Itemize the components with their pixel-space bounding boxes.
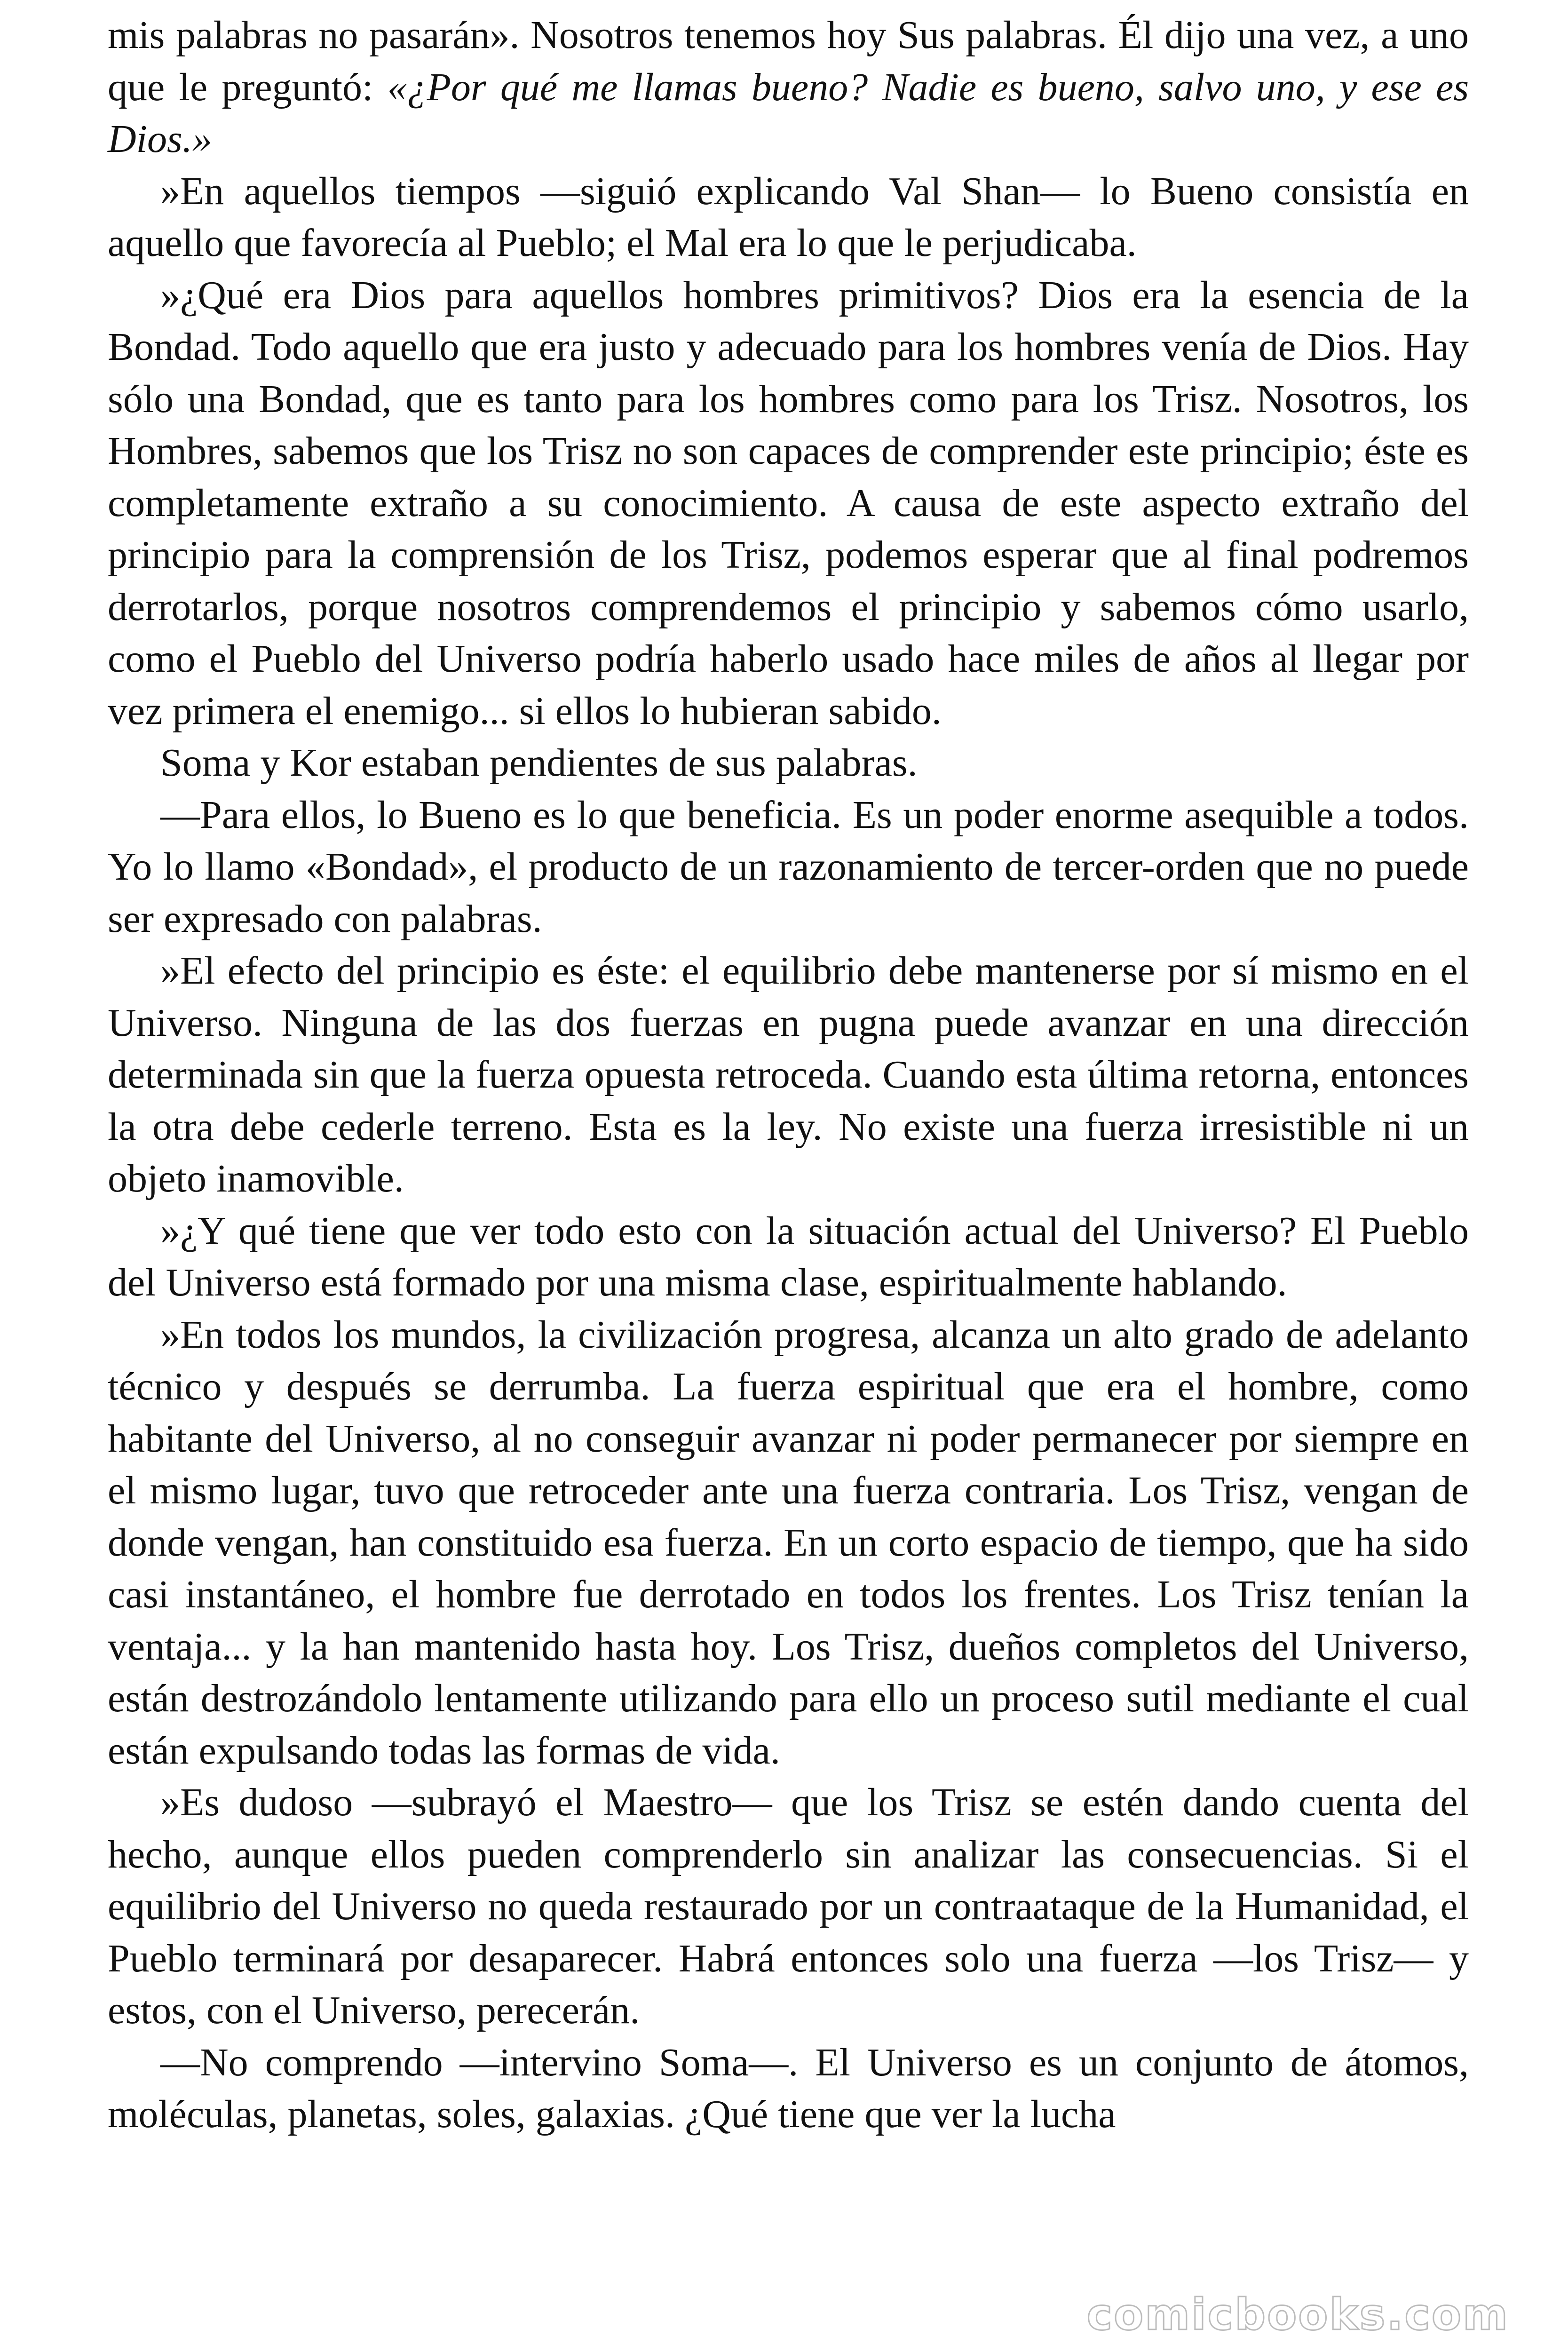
italic-quote: «¿Por qué me llamas bueno? Nadie es bueno, salvo uno, y ese es Dios.» bbox=[108, 65, 1469, 161]
paragraph-5: —Para ellos, lo Bueno es lo que beneficia. Es un poder enorme asequible a todos. Yo lo llamo «Bondad», el producto de un razonamiento de tercer-orden que no puede ser expresado con palabras. bbox=[108, 793, 1469, 941]
paragraph-6: »El efecto del principio es éste: el equilibrio debe mantenerse por sí mismo en el Universo. Ninguna de las dos fuerzas en pugna puede avanzar en una dirección determinada sin que la fuerza opuesta retroceda. Cuando esta última retorna, entonces la otra debe cederle terreno. Esta es la ley. No existe una fuerza irresistible ni un objeto inamovible. bbox=[108, 949, 1469, 1200]
page-text bbox=[108, 9, 1469, 2141]
paragraph-3: »¿Qué era Dios para aquellos hombres primitivos? Dios era la esencia de la Bondad. Todo aquello que era justo y adecuado para los hombres venía de Dios. Hay sólo una Bondad, que es tanto para los hombres como para los Trisz. Nosotros, los Hombres, sabemos que los Trisz no son capaces de comprender este principio; éste es completamente extraño a su conocimiento. A causa de este aspecto extraño del principio para la comprensión de los Trisz, podemos esperar que al final podremos derrotarlos, porque nosotros comprendemos el principio y sabemos cómo usarlo, como el Pueblo del Universo podría haberlo usado hace miles de años al llegar por vez primera el enemigo... si ellos lo hubieran sabido. bbox=[108, 273, 1469, 733]
paragraph-1 bbox=[108, 9, 1469, 166]
paragraph-9: »Es dudoso —subrayó el Maestro— que los Trisz se estén dando cuenta del hecho, aunque ellos pueden comprenderlo sin analizar las consecuencias. Si el equilibrio del Universo no queda restaurado por un contraataque de la Humanidad, el Pueblo terminará por desaparecer. Habrá entonces solo una fuerza —los Trisz— y estos, con el Universo, perecerán. bbox=[108, 1780, 1469, 2032]
watermark-logo: comicbooks.com bbox=[1086, 2289, 1509, 2340]
paragraph-10: —No comprendo —intervino Soma—. El Universo es un conjunto de átomos, moléculas, planetas, soles, galaxias. ¿Qué tiene que ver la lucha bbox=[108, 2040, 1469, 2136]
paragraph-7: »¿Y qué tiene que ver todo esto con la situación actual del Universo? El Pueblo del Universo está formado por una misma clase, espiritualmente hablando. bbox=[108, 1208, 1469, 1304]
paragraph-4: Soma y Kor estaban pendientes de sus palabras. bbox=[160, 741, 918, 785]
paragraph-1-lead: mis palabras no pasarán». Nosotros tenemos hoy Sus palabras. Él dijo una vez, a uno que le preguntó: bbox=[108, 13, 1469, 109]
paragraph-8: »En todos los mundos, la civilización progresa, alcanza un alto grado de adelanto técnico y después se derrumba. La fuerza espiritual que era el hombre, como habitante del Universo, al no conseguir avanzar ni poder permanecer por siempre en el mismo lugar, tuvo que retroceder ante una fuerza contraria. Los Trisz, vengan de donde vengan, han constituido esa fuerza. En un corto espacio de tiempo, que ha sido casi instantáneo, el hombre fue derrotado en todos los frentes. Los Trisz tenían la ventaja... y la han mantenido hasta hoy. Los Trisz, dueños completos del Universo, están destrozándolo lentamente utilizando para ello un proceso sutil mediante el cual están expulsando todas las formas de vida. bbox=[108, 1312, 1469, 1772]
paragraph-2: »En aquellos tiempos —siguió explicando Val Shan— lo Bueno consistía en aquello que favorecía al Pueblo; el Mal era lo que le perjudicaba. bbox=[108, 169, 1469, 265]
